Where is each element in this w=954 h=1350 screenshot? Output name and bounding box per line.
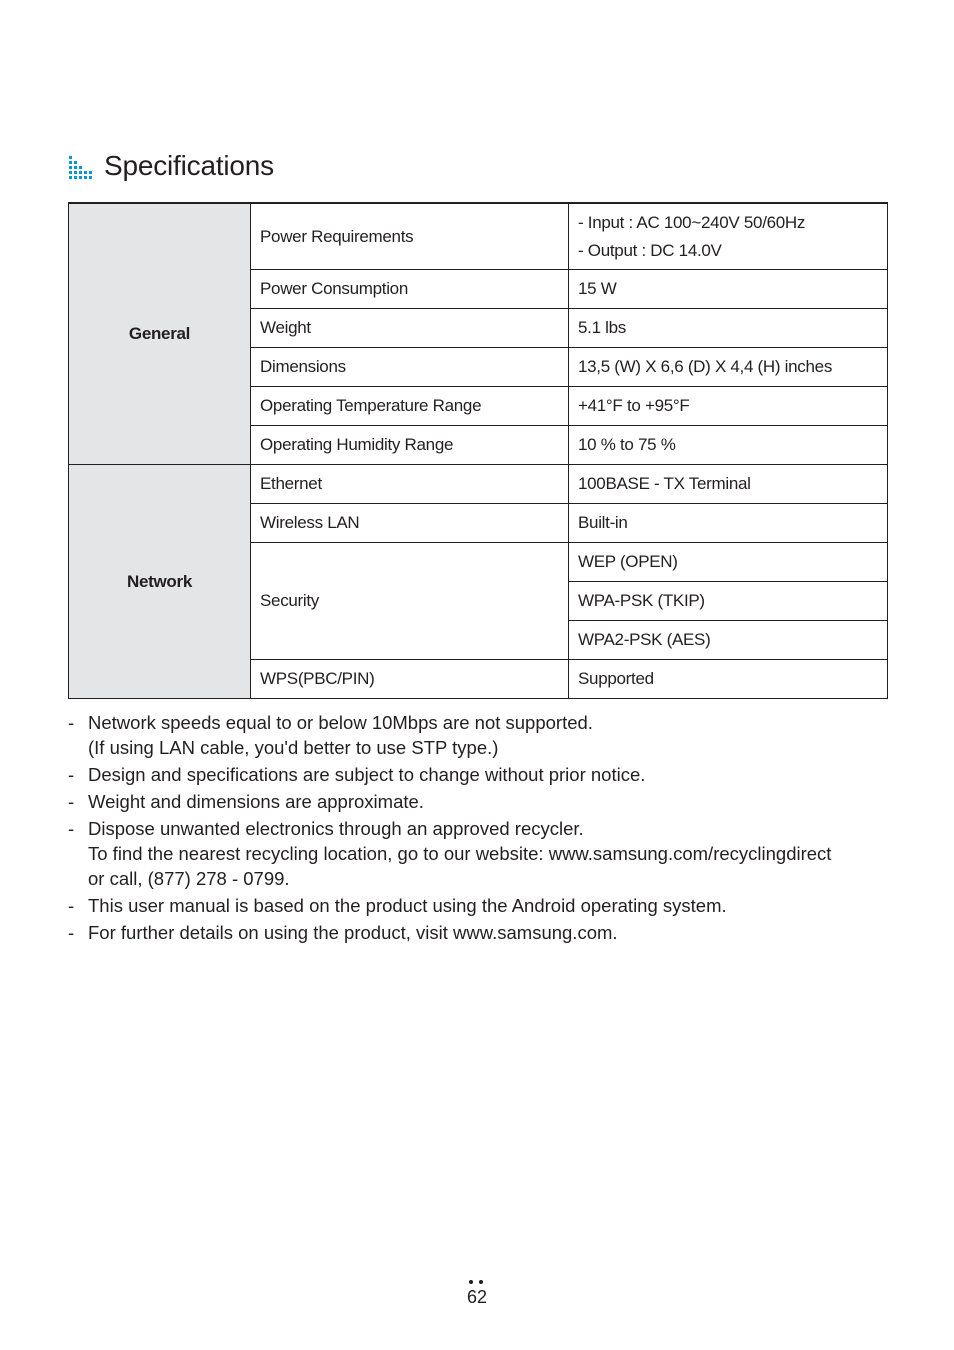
note-item	[68, 789, 888, 814]
spec-name: Dimensions	[251, 348, 569, 387]
spec-name: Wireless LAN	[251, 504, 569, 543]
spec-value-line: - Input : AC 100~240V 50/60Hz	[578, 212, 806, 232]
page-title: Specifications	[104, 150, 274, 181]
spec-name: Security	[251, 543, 569, 660]
spec-name: Weight	[251, 309, 569, 348]
spec-name: WPS(PBC/PIN)	[251, 660, 569, 699]
spec-value: 10 % to 75 %	[569, 426, 888, 465]
spec-value: Built-in	[569, 504, 888, 543]
note-line: Dispose unwanted electronics through an approved recycler.	[88, 818, 584, 839]
category-general: General	[69, 203, 251, 465]
category-network: Network	[69, 465, 251, 699]
spec-value: +41°F to +95°F	[569, 387, 888, 426]
spec-value: WPA2-PSK (AES)	[569, 621, 888, 660]
spec-value: WPA-PSK (TKIP)	[569, 582, 888, 621]
note-line: Design and specifications are subject to change without prior notice.	[88, 764, 646, 785]
notes-list	[68, 710, 888, 947]
note-dash: -	[68, 922, 75, 943]
spec-name: Ethernet	[251, 465, 569, 504]
note-line: (If using LAN cable, you'd better to use STP type.)	[88, 737, 499, 758]
spec-value: 13,5 (W) X 6,6 (D) X 4,4 (H) inches	[569, 348, 888, 387]
spec-value	[569, 203, 888, 270]
note-dash: -	[68, 895, 75, 916]
page-footer	[456, 1278, 498, 1308]
spec-value: 100BASE - TX Terminal	[569, 465, 888, 504]
note-item	[68, 920, 888, 945]
note-item	[68, 816, 888, 891]
table-row	[69, 203, 888, 270]
spec-name: Operating Temperature Range	[251, 387, 569, 426]
spec-value: Supported	[569, 660, 888, 699]
bar-chart-icon	[68, 153, 94, 179]
note-line: For further details on using the product, visit www.samsung.com.	[88, 922, 618, 943]
spec-name: Operating Humidity Range	[251, 426, 569, 465]
note-line: This user manual is based on the product using the Android operating system.	[88, 895, 727, 916]
note-item	[68, 710, 888, 760]
note-dash: -	[68, 818, 75, 839]
note-line: Weight and dimensions are approximate.	[88, 791, 424, 812]
note-dash: -	[68, 764, 75, 785]
note-item	[68, 893, 888, 918]
page-number: 62	[466, 1287, 488, 1307]
note-line: To find the nearest recycling location, go to our website: www.samsung.com/recyclingdirect	[88, 843, 832, 864]
spec-name: Power Consumption	[251, 270, 569, 309]
spec-value: 15 W	[569, 270, 888, 309]
note-dash: -	[68, 712, 75, 733]
table-row	[69, 465, 888, 504]
note-item	[68, 762, 888, 787]
note-line: Network speeds equal to or below 10Mbps are not supported.	[88, 712, 593, 733]
page-dots-icon	[456, 1278, 498, 1286]
specifications-table	[68, 202, 888, 699]
note-line: or call, (877) 278 - 0799.	[88, 868, 290, 889]
spec-value-line: - Output : DC 14.0V	[578, 240, 722, 260]
spec-value: WEP (OPEN)	[569, 543, 888, 582]
spec-value: 5.1 lbs	[569, 309, 888, 348]
page-header	[68, 146, 274, 186]
spec-name: Power Requirements	[251, 203, 569, 270]
note-dash: -	[68, 791, 75, 812]
